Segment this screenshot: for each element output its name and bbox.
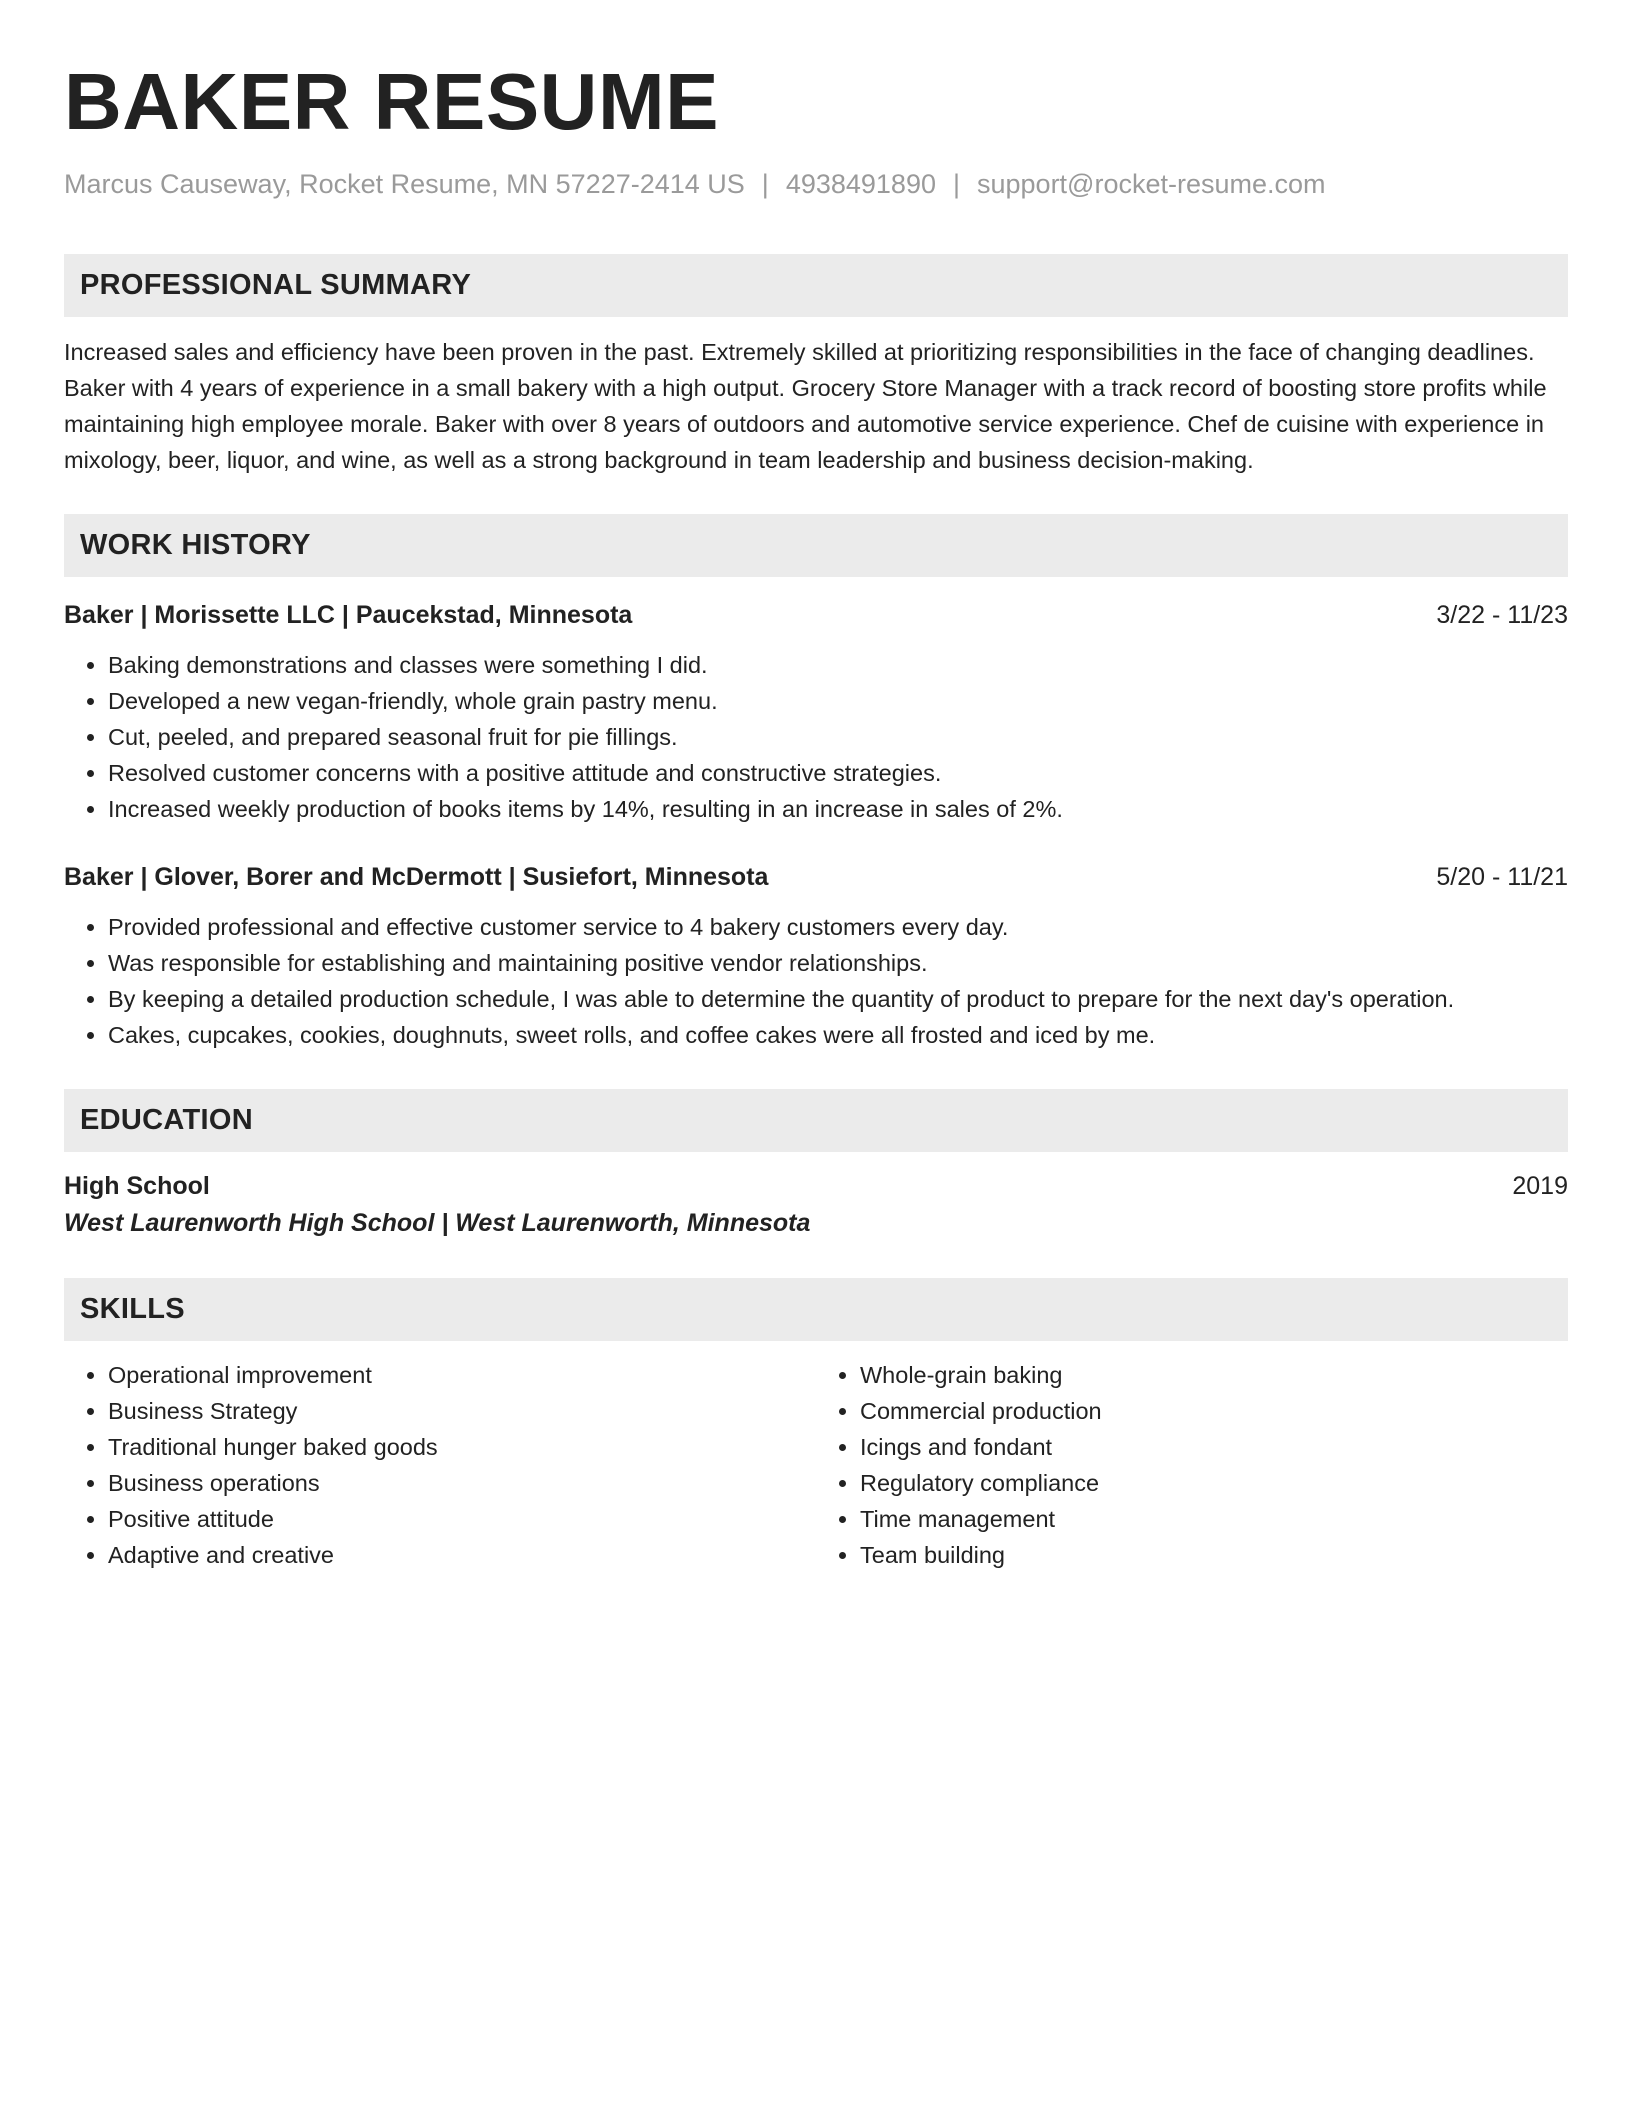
resume-title: BAKER RESUME [64,57,719,146]
work-history-section [64,514,1568,1053]
job-bullet: • Was responsible for establishing and maintaining positive vendor relationships. [108,945,1568,981]
education-degree: High School [64,1172,210,1200]
education-header [64,1168,1568,1204]
education-section [64,1089,1568,1242]
work-history-heading: WORK HISTORY [64,514,1568,577]
job-dates: 5/20 - 11/21 [1436,863,1568,891]
job-title: Baker | Morissette LLC | Paucekstad, Minnesota [64,601,633,629]
skill-item: • Whole-grain baking [860,1357,1568,1393]
skill-item: • Business operations [108,1465,816,1501]
job-bullet: • Developed a new vegan-friendly, whole grain pastry menu. [108,683,1568,719]
job-header [64,597,1568,633]
skill-item: • Commercial production [860,1393,1568,1429]
summary-section [64,254,1568,478]
skill-item: • Business Strategy [108,1393,816,1429]
education-entry [64,1168,1568,1242]
job-entry [64,859,1568,1053]
education-school: West Laurenworth High School | West Laurenworth, Minnesota [64,1209,811,1237]
job-bullets [64,909,1568,1053]
job-dates: 3/22 - 11/23 [1436,601,1568,629]
skill-item: • Traditional hunger baked goods [108,1429,816,1465]
job-bullet: • Cakes, cupcakes, cookies, doughnuts, sweet rolls, and coffee cakes were all frosted and iced by me. [108,1017,1568,1053]
skills-section [64,1278,1568,1573]
job-bullet: • Baking demonstrations and classes were something I did. [108,647,1568,683]
contact-separator: | [952,169,960,199]
summary-heading: PROFESSIONAL SUMMARY [64,254,1568,317]
skill-item: • Time management [860,1501,1568,1537]
job-bullet: • Provided professional and effective customer service to 4 bakery customers every day. [108,909,1568,945]
contact-separator: | [761,169,769,199]
contact-email: support@rocket-resume.com [977,169,1326,199]
skills-columns [64,1357,1568,1573]
job-title: Baker | Glover, Borer and McDermott | Susiefort, Minnesota [64,863,769,891]
job-bullet: • Cut, peeled, and prepared seasonal fruit for pie fillings. [108,719,1568,755]
contact-phone: 4938491890 [785,169,936,199]
summary-text: Increased sales and efficiency have been proven in the past. Extremely skilled at prioritizing responsibilities in the face of changing deadlines. Baker with 4 years of experience in a small bakery with a high output. Grocery Store Manager with a track record of boosting store profits while maintaining high employee morale. Baker with over 8 years of outdoors and automotive service experience. Chef de cuisine with experience in mixology, beer, liquor, and wine, as well as a strong background in team leadership and business decision-making. [64,339,1547,473]
job-bullet: • Resolved customer concerns with a positive attitude and constructive strategies. [108,755,1568,791]
skill-item: • Icings and fondant [860,1429,1568,1465]
skills-list-left [64,1357,816,1573]
skill-item: • Adaptive and creative [108,1537,816,1573]
job-entry [64,597,1568,827]
contact-address: Marcus Causeway, Rocket Resume, MN 57227-2414 US [64,169,745,199]
education-year: 2019 [1512,1172,1568,1200]
job-bullets [64,647,1568,827]
skill-item: • Regulatory compliance [860,1465,1568,1501]
skills-list-right [816,1357,1568,1573]
job-header [64,859,1568,895]
skill-item: • Team building [860,1537,1568,1573]
contact-line [64,166,1568,202]
job-bullet: • By keeping a detailed production schedule, I was able to determine the quantity of product to prepare for the next day's operation. [108,981,1568,1017]
skills-heading: SKILLS [64,1278,1568,1341]
job-bullet: • Increased weekly production of books items by 14%, resulting in an increase in sales of 2%. [108,791,1568,827]
skill-item: • Operational improvement [108,1357,816,1393]
education-heading: EDUCATION [64,1089,1568,1152]
skill-item: • Positive attitude [108,1501,816,1537]
